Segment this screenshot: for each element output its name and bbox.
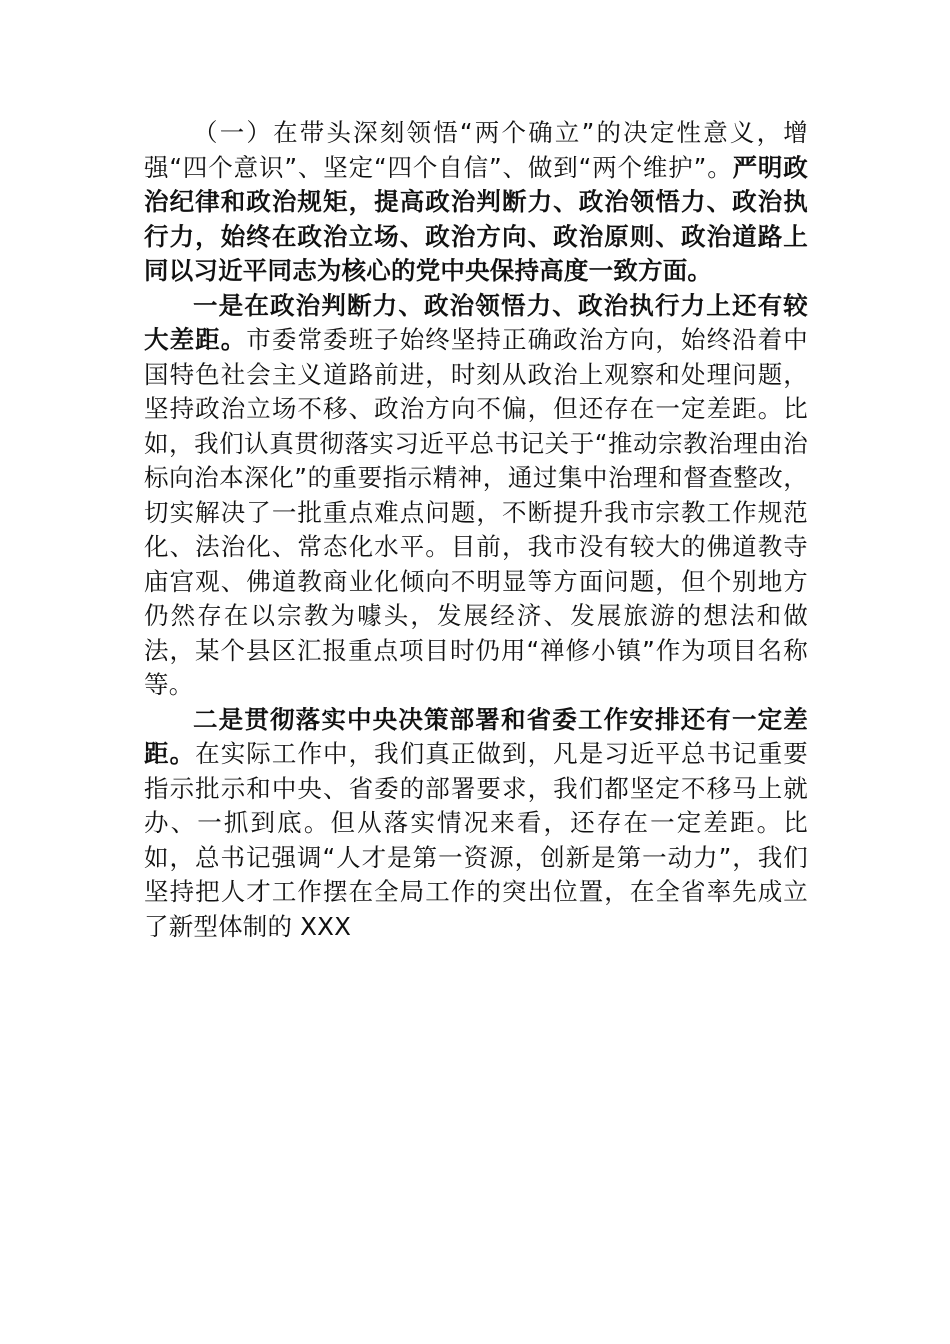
paragraph-lead-bold: 二是贯彻落实中央决策部署和省委工作安排还有一定差距。 [144, 704, 808, 768]
paragraph-body-text: 在实际工作中，我们真正做到，凡是习近平总书记重要指示批示和中央、省委的部署要求，我们都坚定不移马上就办、一抓到底。但从落实情况来看，还存在一定差距。比如，总书记强调“人才是第一资源，创新是第一动力”，我们坚持把人才工作摆在全局工作的突出位置，在全省率先成立了新型体制的 XXX [144, 739, 808, 941]
paragraph-body-text: 市委常委班子始终坚持正确政治方向，始终沿着中国特色社会主义道路前进，时刻从政治上观察和处理问题，坚持政治立场不移、政治方向不偏，但还存在一定差距。比如，我们认真贯彻落实习近平总书记关于“推动宗教治理由治标向治本深化”的重要指示精神，通过集中治理和督查整改，切实解决了一批重点难点问题，不断提升我市宗教工作规范化、法治化、常态化水平。目前，我市没有较大的佛道教寺庙宫观、佛道教商业化倾向不明显等方面问题，但个别地方仍然存在以宗教为噱头，发展经济、发展旅游的想法和做法，某个县区汇报重点项目时仍用“禅修小镇”作为项目名称等。 [144, 325, 808, 699]
paragraph-emphasis-text: 严明政治纪律和政治规矩，提高政治判断力、政治领悟力、政治执行力，始终在政治立场、政治方向、政治原则、政治道路上同以习近平同志为核心的党中央保持高度一致方面。 [144, 152, 808, 285]
paragraph-point-one [144, 289, 808, 703]
paragraph-heading-text: （一）在带头深刻领悟“两个确立”的决定性意义，增强“四个意识”、坚定“四个自信”、做到“两个维护”。 [144, 118, 808, 182]
paragraph-point-two [144, 703, 808, 945]
paragraph-lead-bold: 一是在政治判断力、政治领悟力、政治执行力上还有较大差距。 [144, 290, 808, 354]
paragraph-section-one [144, 116, 808, 289]
document-body [144, 116, 808, 944]
